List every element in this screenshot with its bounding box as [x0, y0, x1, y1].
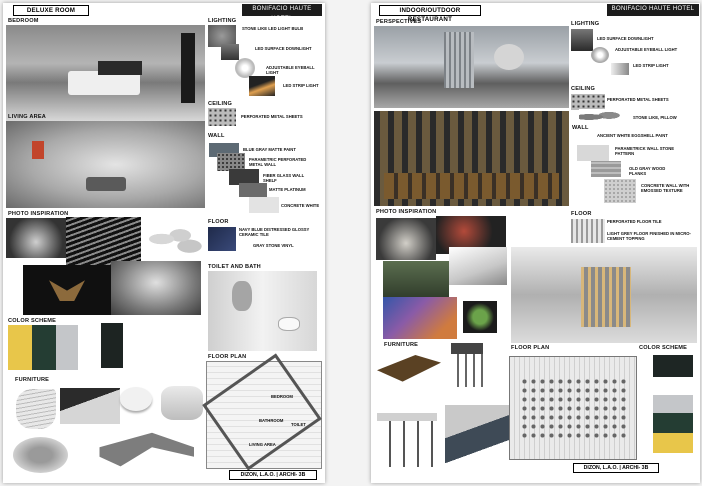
plan-label-bedroom: BEDROOM: [271, 394, 293, 399]
wall-label-2: PARAMETRIC PERFORATED METAL WALL: [249, 157, 307, 167]
left-hotel-name: BONIFACIO HAUTE HOTEL: [242, 4, 322, 16]
right-swatch-gray: [653, 395, 693, 413]
bedroom-render: [6, 25, 205, 121]
lighting-photo-2: [221, 44, 239, 60]
right-color-heading: COLOR SCHEME: [639, 345, 688, 351]
furniture-dining-set: [445, 405, 509, 465]
right-wall-label-3: OLD GRAY WOOD PLANKS: [629, 166, 666, 176]
right-floor-photo: [571, 219, 605, 243]
lighting-heading: LIGHTING: [208, 18, 237, 24]
ceiling-heading: CEILING: [208, 101, 233, 107]
floor-photo-1: [208, 227, 236, 251]
living-heading: LIVING AREA: [8, 114, 47, 120]
lighting-photo-4: [249, 76, 275, 96]
right-lighting-photo-3: [611, 63, 629, 75]
cloud-shape: [494, 44, 524, 70]
right-photo-art: [383, 297, 457, 339]
right-lighting-label-3: LED STRIP LIGHT: [633, 63, 669, 68]
right-swatch-yellow: [653, 433, 693, 453]
photo-heading: PHOTO INSPIRATION: [8, 211, 69, 217]
wall-photo-4: [239, 183, 267, 197]
furniture-sectional: [89, 428, 194, 476]
right-photo-garden: [383, 261, 449, 299]
right-wall-heading: WALL: [572, 125, 589, 131]
right-floor-label-2: LIGHT GREY FLOOR FINISHED IN MICRO-CEMENT TOPPING: [607, 231, 691, 241]
right-lighting-photo-2: [591, 47, 609, 63]
right-hotel-name: BONIFACIO HAUTE HOTEL: [607, 4, 699, 16]
perspective-render-2: [374, 111, 569, 206]
wall-photo-5: [249, 197, 279, 213]
right-ceiling-heading: CEILING: [571, 86, 596, 92]
floorplan-drawing: [206, 361, 322, 469]
furniture-bench: [377, 355, 441, 393]
right-swatch-green: [653, 413, 693, 433]
right-board: [371, 3, 700, 483]
swatch-black: [101, 323, 123, 368]
perspectives-heading: PERSPECTIVES: [376, 19, 422, 25]
right-perspective-3: [511, 247, 697, 343]
right-lighting-photo-1: [571, 29, 593, 51]
right-furniture-heading: FURNITURE: [384, 342, 419, 348]
lighting-label-4: LED STRIP LIGHT: [283, 83, 319, 88]
right-photo-heading: PHOTO INSPIRATION: [376, 209, 437, 215]
photo-cave: [6, 218, 66, 258]
right-wall-photo-3: [604, 179, 636, 203]
swatch-gray: [56, 325, 78, 370]
plan-wall: [202, 353, 322, 470]
headboard: [98, 61, 142, 75]
swatch-green: [32, 325, 56, 370]
color-heading: COLOR SCHEME: [8, 318, 57, 324]
lighting-photo-3: [235, 58, 255, 78]
sofa-shape: [86, 177, 126, 191]
floor-heading: FLOOR: [208, 219, 229, 225]
right-wall-photo-1: [577, 145, 609, 161]
bat-shape: [49, 275, 85, 301]
right-ceiling-label-2: STONE LIKE, PILLOW: [633, 115, 677, 120]
perspective-render-1: [374, 26, 569, 108]
lighting-label-2: LED SURFACE DOWNLIGHT: [255, 46, 312, 51]
window-panel: [181, 33, 195, 103]
right-wall-label-1: ANCIENT WHITE EGGSHELL PAINT: [597, 133, 668, 138]
photo-interior: [111, 261, 201, 315]
left-footer: DIZON, L.A.O. | ARCHI- 3B: [229, 470, 317, 480]
right-photo-cave: [376, 218, 436, 260]
right-floorplan-drawing: [509, 356, 637, 460]
right-floorplan-heading: FLOOR PLAN: [511, 345, 550, 351]
toilet-render: [208, 271, 317, 351]
furniture-chair: [16, 389, 56, 429]
right-lighting-heading: LIGHTING: [571, 21, 600, 27]
floor-label-1: NAVY BLUE DISTRESSED GLOSSY CERAMIC TILE: [239, 227, 310, 237]
ceiling-photo: [208, 108, 236, 126]
right-lighting-label-1: LED SURFACE DOWNLIGHT: [597, 36, 654, 41]
right-room-title: INDOOR/OUTDOOR RESTAURANT: [379, 5, 481, 16]
furniture-heading: FURNITURE: [15, 377, 50, 383]
right-wall-label-4: CONCRETE WALL WITH EMOSSED TEXTURE: [641, 183, 690, 193]
furniture-high-tables: [377, 413, 437, 467]
photo-waves: [66, 217, 141, 265]
mirror-shape: [232, 281, 252, 311]
bedroom-heading: BEDROOM: [8, 18, 39, 24]
wall-label-5: CONCRETE WHITE: [281, 203, 320, 208]
right-photo-waves: [449, 247, 507, 285]
right-swatch-black: [653, 355, 693, 377]
wall-heading: WALL: [208, 133, 225, 139]
plan-label-bathroom: BATHROOM: [259, 418, 284, 423]
photo-bat: [23, 265, 111, 315]
furniture-stool: [451, 343, 483, 387]
swatch-yellow: [8, 325, 32, 370]
plan-tables: [520, 377, 628, 441]
floorplan-heading: FLOOR PLAN: [208, 354, 247, 360]
lighting-label-1: STONE LIKE LED LIGHT BULB: [242, 26, 304, 31]
right-floor-heading: FLOOR: [571, 211, 592, 217]
wall-label-3: FIBER GLASS WALL SHELF: [263, 173, 305, 183]
corridor-shape: [581, 267, 631, 327]
right-ceiling-photo-2: [579, 109, 629, 125]
right-ceiling-label-1: PERFORATED METAL SHEETS: [607, 97, 669, 102]
furniture-bed: [60, 388, 120, 424]
ceiling-label-1: PERFORATED METAL SHEETS: [241, 114, 303, 119]
wall-label-1: BLUE GRAY MATTE PAINT: [243, 147, 296, 152]
right-photo-plant: [463, 301, 497, 333]
tower-shape: [444, 32, 474, 88]
plan-label-toilet: TOILET: [291, 422, 306, 427]
artwork: [32, 141, 44, 159]
photo-pebbles: [143, 221, 205, 257]
left-room-title: DELUXE ROOM: [13, 5, 89, 16]
plan-label-living: LIVING AREA: [249, 442, 276, 447]
living-render: [6, 121, 205, 208]
right-footer: DIZON, L.A.O. | ARCHI- 3B: [573, 463, 659, 473]
wall-label-4: MATTE PLATINUM: [269, 187, 306, 192]
left-board: [3, 3, 325, 483]
right-lighting-label-2: ADJUSTABLE EYEBALL LIGHT: [615, 47, 678, 52]
floor-label-2: GRAY STONE VINYL: [253, 243, 294, 248]
furniture-table: [120, 387, 152, 411]
sink-shape: [278, 317, 300, 331]
right-floor-label-1: PERFORATED FLOOR TILE: [607, 219, 662, 224]
right-wall-label-2: PARAMETRICK WALL STONE PATTERN: [615, 146, 675, 156]
furniture-sofa-curve: [161, 386, 203, 420]
tables-row: [384, 173, 559, 199]
right-ceiling-photo-1: [571, 94, 605, 110]
lighting-label-3: ADJUSTABLE EYEBALL LIGHT: [266, 65, 315, 75]
furniture-tub: [13, 437, 68, 473]
toilet-heading: TOILET AND BATH: [208, 264, 261, 270]
right-wall-photo-2: [591, 161, 621, 177]
